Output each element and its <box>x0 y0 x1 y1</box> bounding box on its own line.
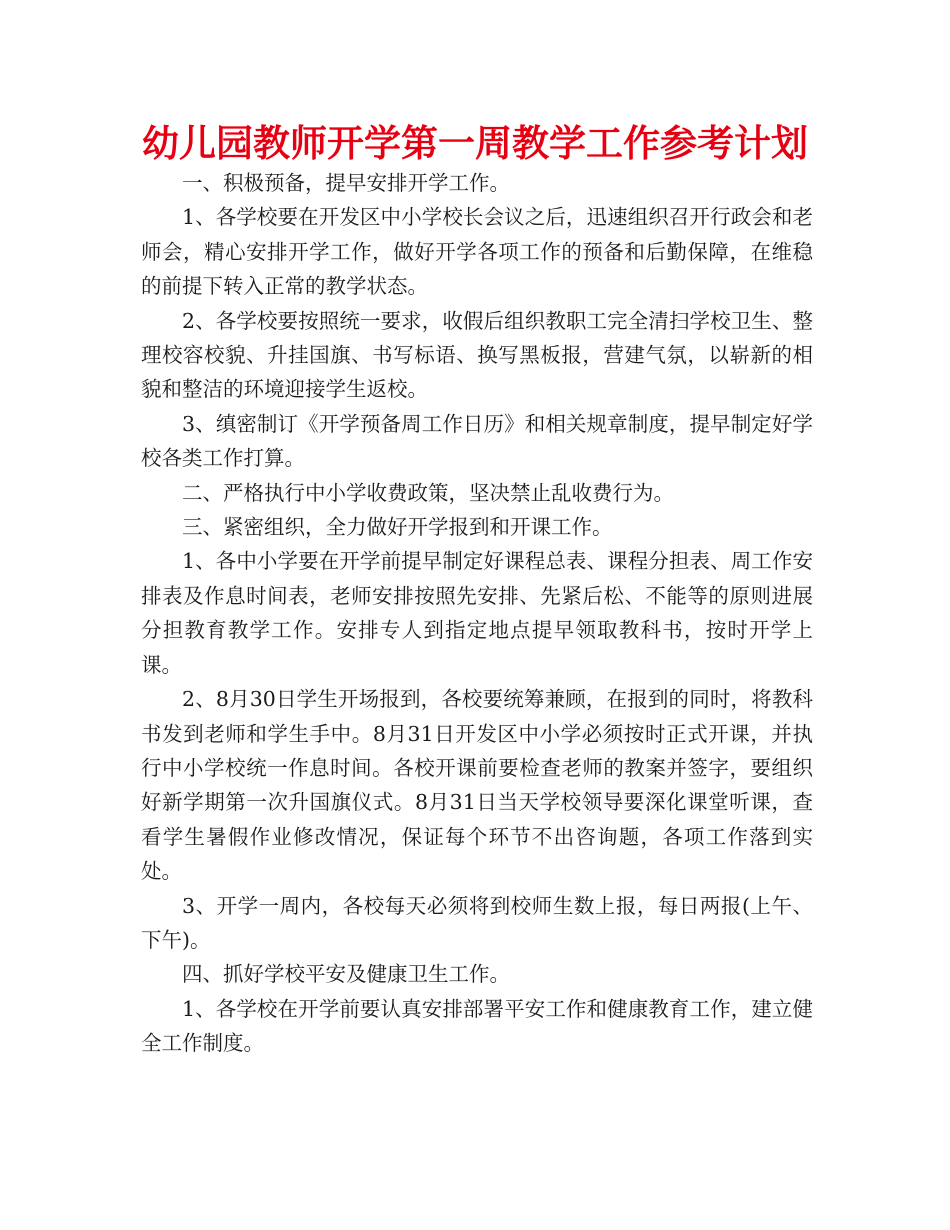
paragraph-3-3: 3、开学一周内，各校每天必须将到校师生数上报，每日两报(上午、下午)。 <box>141 893 813 952</box>
document-body <box>141 166 813 1061</box>
paragraph-section-4-heading: 四、抓好学校平安及健康卫生工作。 <box>182 962 510 987</box>
paragraph-1-1: 1、各学校要在开发区中小学校长会议之后，迅速组织召开行政会和老师会，精心安排开学工作，做好开学各项工作的预备和后勤保障，在维稳的前提下转入正常的教学状态。 <box>141 205 813 299</box>
paragraph-1-2: 2、各学校要按照统一要求，收假后组织教职工完全清扫学校卫生、整理校容校貌、升挂国旗、书写标语、换写黑板报，营建气氛，以崭新的相貌和整洁的环境迎接学生返校。 <box>141 308 813 402</box>
document-title: 幼儿园教师开学第一周教学工作参考计划 <box>142 122 808 165</box>
paragraph-section-1-heading: 一、积极预备，提早安排开学工作。 <box>182 171 510 195</box>
paragraph-4-1: 1、各学校在开学前要认真安排部署平安工作和健康教育工作，建立健全工作制度。 <box>141 996 813 1056</box>
paragraph-1-3: 3、缜密制订《开学预备周工作日历》和相关规章制度，提早制定好学校各类工作打算。 <box>141 411 813 471</box>
paragraph-3-2: 2、8月30日学生开场报到，各校要统筹兼顾，在报到的同时，将教科书发到老师和学生手中。8月31日开发区中小学必须按时正式开课，并执行中小学校统一作息时间。各校开课前要检查老师的教案并签字，要组织好新学期第一次升国旗仪式。8月31日当天学校领导要深化课堂听课，查看学生暑假作业修改情况，保证每个环节不出咨询题，各项工作落到实处。 <box>141 687 813 884</box>
paragraph-3-1: 1、各中小学要在开学前提早制定好课程总表、课程分担表、周工作安排表及作息时间表，老师安排按照先安排、先紧后松、不能等的原则进展分担教育教学工作。安排专人到指定地点提早领取教科书，按时开学上课。 <box>141 549 813 677</box>
paragraph-section-3-heading: 三、紧密组织，全力做好开学报到和开课工作。 <box>182 515 613 540</box>
paragraph-section-2-heading: 二、严格执行中小学收费政策，坚决禁止乱收费行为。 <box>182 480 674 505</box>
